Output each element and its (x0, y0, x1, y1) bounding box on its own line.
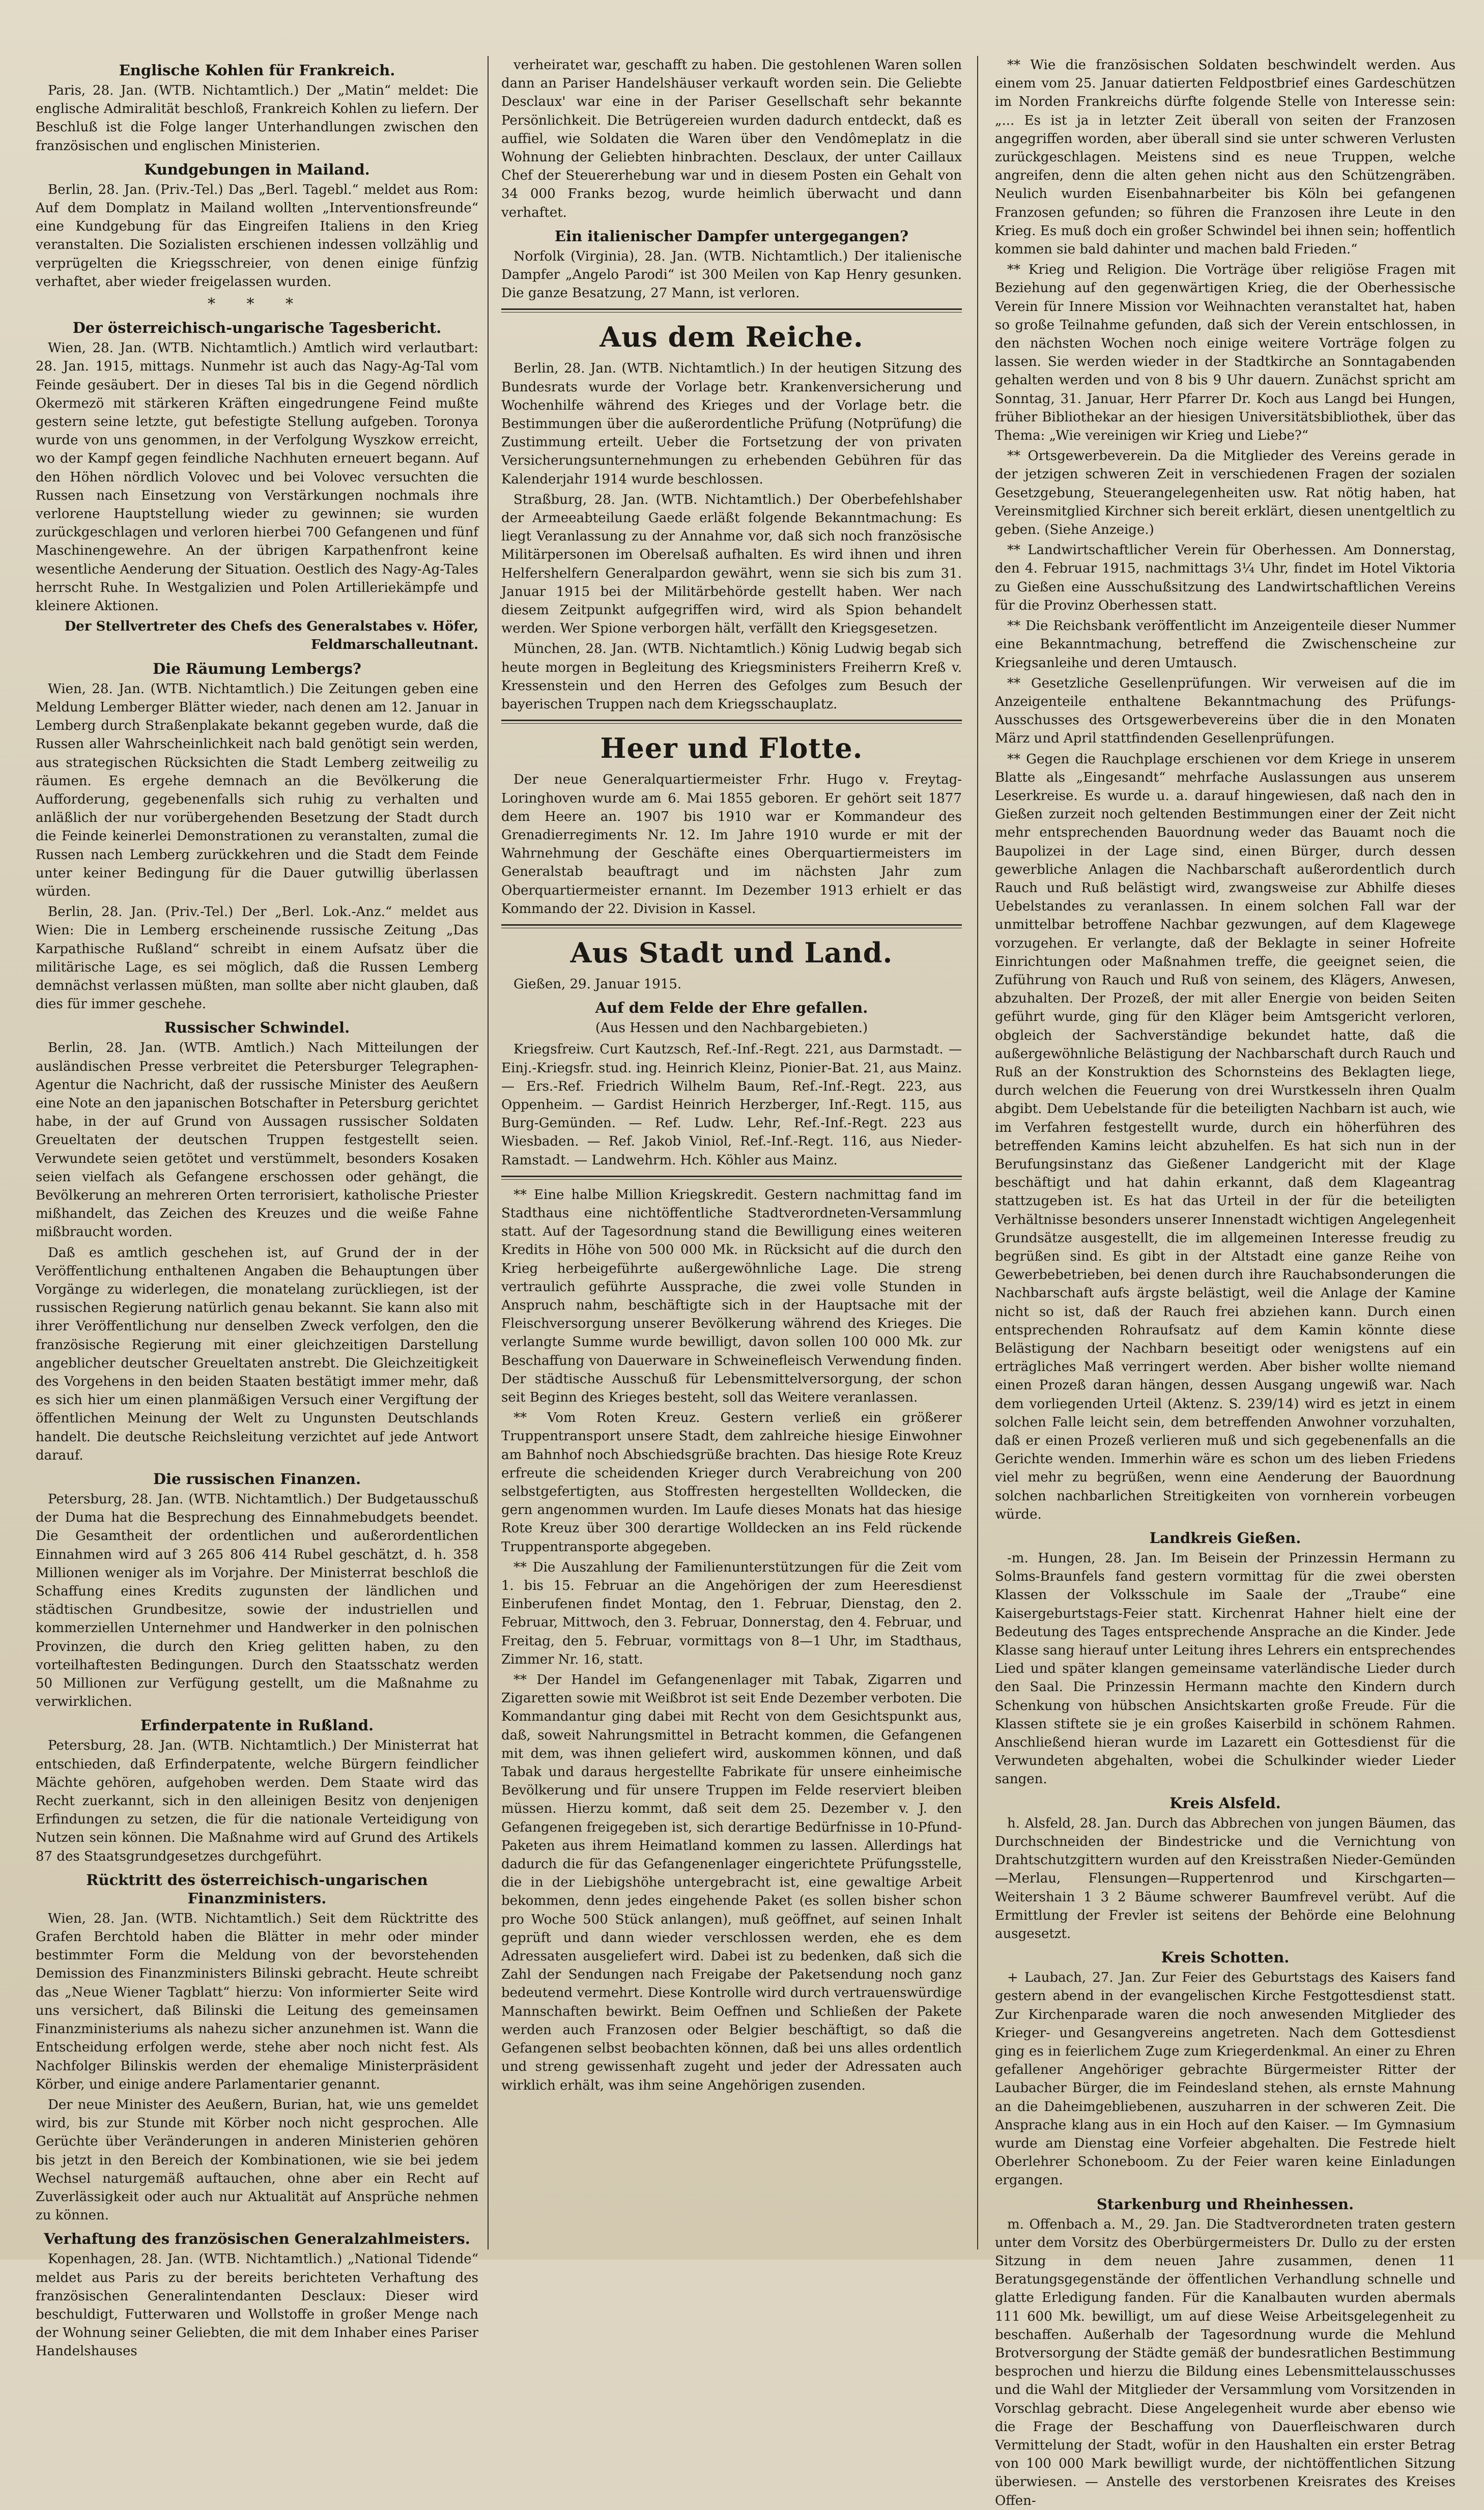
article (36, 1871, 478, 2224)
article-paragraph: Paris, 28. Jan. (WTB. Nichtamtlich.) Der „Matin“ meldet: Die englische Admiralität beschloß, Frankreich Kohlen zu liefern. Der Beschluß ist die Folge langer Unterhandlungen zwischen den französischen und englischen Ministerien. (36, 83, 478, 154)
article-headline: Die Räumung Lembergs? (153, 660, 361, 677)
article-paragraph: Straßburg, 28. Jan. (WTB. Nichtamtlich.) Der Oberbefehlshaber der Armeeabteilung Gaede erläßt folgende Bekanntmachung: Es liegt Veranlassung zu der Annahme vor, daß sich noch französische Militärpersonen im Oberelsaß aufhalten. Es wird ihnen und ihren Helfershelfern Generalpardon gewährt, wenn sie sich bis zum 31. Januar 1915 bei der Militärbehörde gestellt haben. Wer nach diesem Zeitpunkt aufgegriffen wird, wird als Spion behandelt werden. Wer Spione verborgen hält, verfällt den Kriegsgesetzen. (501, 492, 962, 637)
article-headline: Rücktritt des österreichisch-ungarischen Finanzministers. (86, 1871, 428, 1907)
article-paragraph: m. Offenbach a. M., 29. Jan. Die Stadtverordneten traten gestern unter dem Vorsitz des Oberbürgermeisters Dr. Dullo zu der ersten Sitzung in dem neuen Jahre zusammen, denen 11 Beratungsgegenstände der öffentlichen Verhandlung schnelle und glatte Erledigung fanden. Für die Kanalbauten wurden abermals 111 600 Mk. bewilligt, um auf diese Weise Arbeitsgelegenheit zu beschaffen. Außerhalb der Tagesordnung wurde die Mehlund Brotversorgung der Städte gemäß der bundesratlichen Bestimmung besprochen und hierzu die Bildung eines Lebensmittelausschusses und die Wahl der Mitglieder der Versammlung vom Vorsitzenden in Vorschlag gebracht. Diese Angelegenheit wurde aber ebenso wie die Frage der Beschaffung von Dauerfleischwaren durch Vermittelung der Stadt, wofür in den Haushalten ein erster Betrag von 100 000 Mark bewilligt wurde, der nichtöffentlichen Sitzung überwiesen. — Anstelle des verstorbenen Kreisrates des Kreises Offen- (995, 2216, 1456, 2508)
article-paragraph: Der neue Generalquartiermeister Frhr. Hugo v. Freytag-Loringhoven wurde am 6. Mai 1855 geboren. Er gehört seit 1877 dem Heere an. 1907 bis 1910 war er Kommandeur des Grenadierregiments Nr. 12. Im Jahre 1910 wurde er mit der Wahrnehmung der Geschäfte eines Oberquartiermeisters im Generalstab beauftragt und im nächsten Jahr zum Oberquartiermeister ernannt. Im Dezember 1913 erhielt er das Kommando der 22. Division in Kassel. (501, 772, 962, 917)
article (501, 227, 962, 303)
article-paragraph: ** Gegen die Rauchplage erschienen vor dem Kriege in unserem Blatte als „Eingesandt“ mehrfache Auslassungen aus unserem Leserkreise. Es wurde u. a. darauf hingewiesen, daß nach den in Gießen zurzeit noch geltenden Bestimmungen einer der Zeit nicht mehr entsprechenden Bauordnung weder das Bauamt noch die Baupolizei in der Lage sind, einen Bürger, durch dessen gewerbliche Anlagen die Nachbarschaft außerordentlich durch Rauch und Ruß belästigt wird, zwangsweise zur Abhilfe dieses Uebelstandes zu veranlassen. In einem solchen Fall war der unmittelbar betroffene Nachbar gezwungen, auf dem Klagewege vorzugehen. Er verlangte, daß der Beklagte in seiner Hofreite Einrichtungen oder Maßnahmen treffe, die geeignet seien, die Zuführung von Rauch und Ruß von seinem, des Klägers, Anwesen, abzuhalten. Der Prozeß, der mit aller Energie von beiden Seiten geführt wurde, ging für den Kläger beim Amtsgericht verloren, obgleich der Sachverständige bekundet hatte, daß die außergewöhnliche Belästigung der Nachbarschaft durch Rauch und Ruß an der Konstruktion des Schornsteins des Beklagten liege, durch welchen die Feuerung von drei Wurstkesseln ihren Qualm abgibt. Dem Uebelstande für die beteiligten Nachbarn ist auch, wie im Verfahren festgestellt wurde, durch ein höherführen des betreffenden Kamins leicht abzuhelfen. Es hat sich nun in der Berufungsinstanz das Gießener Landgericht mit der Klage beschäftigt und hat dahin erkannt, daß dem Klageantrag stattzugeben ist. Es hat das Urteil in der für die beteiligten Verhältnisse besonders unserer Innenstadt wichtigen Angelegenheit Grundsätze ausgestellt, die im allgemeinen Interesse freudig zu begrüßen sind. Es gibt in der Altstadt eine ganze Reihe von Gewerbebetrieben, bei denen durch ihre Rauchabsonderungen die Nachbarschaft aufs ärgste belästigt, weil die Anlage der Kamine nicht so ist, daß der Rauch frei abziehen kann. Durch einen entsprechenden Rohraufsatz auf dem Kamin könnte diese Belästigung der Nachbarn beseitigt oder wenigstens auf ein erträgliches Maß verringert werden. Aber bisher wollte niemand einen Prozeß daran hängen, dessen Ausgang ungewiß war. Nach dem vorliegenden Urteil (Aktenz. S. 239/14) wird es jetzt in einem solchen Falle leicht sein, dem betreffenden Anwohner vorzuhalten, daß er einen Prozeß verlieren muß und sich gegebenenfalls an die Gerichte wenden. Immerhin wäre es schon um des lieben Friedens viel mehr zu begrüßen, wenn eine Aenderung der Bauordnung solchen nachbarlichen Streitigkeiten von vornherein vorbeugen würde. (995, 751, 1456, 1522)
article (501, 730, 962, 918)
article-paragraph: ** Wie die französischen Soldaten beschwindelt werden. Aus einem vom 25. Januar datierten Feldpostbrief eines Gardeschützen im Norden Frankreichs dürfte folgende Stelle von Interesse sein: „... Es ist ja in letzter Zeit überall von seiten der Franzosen angegriffen worden, aber überall sind sie unter schweren Verlusten zurückgeschlagen. Meistens sind es neue Truppen, welche angreifen, denn die alten gehen nicht aus den Schützengräben. Neulich wurden Eisenbahnarbeiter bis Köln bei gefangenen Franzosen gefunden; so führen die Franzosen ihre Leute in den Krieg. Es muß doch ein großer Schwindel bei ihnen sein; hoffentlich kommen sie bald dahinter und machen bald Frieden.“ (995, 58, 1456, 258)
section-heading: Heer und Flotte. (600, 732, 863, 765)
article-headline: Ein italienischer Dampfer untergegangen? (554, 227, 909, 245)
article-paragraph: Wien, 28. Jan. (WTB. Nichtamtlich.) Die Zeitungen geben eine Meldung Lemberger Blätter wieder, nach denen am 12. Januar in Lemberg durch Straßenplakate bekannt gegeben wurde, daß die Russen aller Wahrscheinlichkeit nach bald genötigt sein werden, aus strategischen Rücksichten die Stadt Lemberg zeitweilig zu räumen. Es ergehe demnach an die Bevölkerung die Aufforderung, gegebenenfalls sich ruhig zu verhalten und anläßlich der nur vorübergehenden Besetzung der Stadt durch die Feinde keinerlei Demonstrationen zu veranstalten, zumal die Russen nach Lemberg zurückkehren und die Stadt dem Feinde unter keiner Bedingung für die Dauer gutwillig überlassen würden. (36, 681, 478, 899)
article (501, 934, 962, 993)
article-paragraph: Der neue Minister des Aeußern, Burian, hat, wie uns gemeldet wird, bis zur Stunde mit Körber noch nicht gesprochen. Alle Gerüchte über Veränderungen in anderen Ministerien gehören bis jetzt in den Bereich der Kombinationen, wie sie bei jedem Wechsel naturgemäß auftauchen, ohne aber ein Recht auf Zuverlässigkeit oder auch nur Aktualität auf Ansprüche nehmen zu können. (36, 2097, 478, 2223)
article-paragraph: ** Ortsgewerbeverein. Da die Mitglieder des Vereins gerade in der jetzigen schweren Zeit in verschiedenen Fragen der sozialen Gesetzgebung, Steuerangelegenheiten usw. Rat nötig haben, hat Vereinsmitglied Kirchner sich bereit erklärt, diesen unentgeltlich zu geben. (Siehe Anzeige.) (995, 448, 1456, 538)
article-paragraph: Kriegsfreiw. Curt Kautzsch, Ref.-Inf.-Regt. 221, aus Darmstadt. — Einj.-Kriegsfr. stud. ing. Heinrich Kleinz, Pionier-Bat. 21, aus Mainz. — Ers.-Ref. Friedrich Wilhelm Baum, Ref.-Inf.-Regt. 223, aus Oppenheim. — Gardist Heinrich Herzberger, Inf.-Regt. 115, aus Burg-Gemünden. — Ref. Ludw. Lehr, Ref.-Inf.-Regt. 223 aus Wiesbaden. — Ref. Jakob Viniol, Ref.-Inf.-Regt. 116, aus Nieder-Ramstadt. — Landwehrm. Hch. Köhler aus Mainz. (501, 1042, 962, 1168)
article-paragraph: -m. Hungen, 28. Jan. Im Beisein der Prinzessin Hermann zu Solms-Braunfels fand gestern vormittag für die zwei obersten Klassen der Volksschule im Saale der „Traube“ eine Kaisergeburtstags-Feier statt. Kirchenrat Hahner hielt eine der Bedeutung des Tages entsprechende Ansprache an die Kinder. Jede Klasse sang hierauf unter Leitung ihres Lehrers ein entsprechendes Lied und später klangen gemeinsame vaterländische Lieder durch den Saal. Die Prinzessin Hermann machte den Kindern durch Schenkung von hübschen Ansichtskarten große Freude. Für die Klassen stiftete sie je ein großes Kaiserbild in schönem Rahmen. Anschließend hieran wurde im Lazarett ein Gottesdienst für die Verwundeten abgehalten, wobei die Schulkinder wieder Lieder sangen. (995, 1551, 1456, 1787)
article-paragraph: ** Krieg und Religion. Die Vorträge über religiöse Fragen mit Beziehung auf den gegenwärtigen Krieg, die der Oberhessische Verein für Innere Mission vor Weihnachten veranstaltet hat, haben so große Teilnahme gefunden, daß sich der Verein entschlossen, in den nächsten Wochen noch einige weitere Vorträge folgen zu lassen. Sie werden wieder in der Stadtkirche an Sonntagabenden gehalten werden und von 8 bis 9 Uhr dauern. Zunächst spricht am Sonntag, 31. Januar, Herr Pfarrer Dr. Koch aus Langd bei Hungen, früher Bibliothekar an der hiesigen Universitätsbibliothek, über das Thema: „Wie vereinigen wir Krieg und Liebe?“ (995, 262, 1456, 444)
article (36, 61, 478, 155)
section-rule (501, 1176, 962, 1180)
article-paragraph: Kopenhagen, 28. Jan. (WTB. Nichtamtlich.) „National Tidende“ meldet aus Paris zu der bereits berichteten Verhaftung des französischen Generalintendanten Desclaux: Dieser wird beschuldigt, Futterwaren und Wollstoffe in großer Menge nach der Wohnung seiner Geliebten, die mit dem Inhaber eines Pariser Handelshauses (36, 2251, 478, 2359)
article-paragraph: Berlin, 28. Jan. (WTB. Nichtamtlich.) In der heutigen Sitzung des Bundesrats wurde der Vorlage betr. Krankenversicherung und Wochenhilfe während des Krieges und der Vorlage betr. die Bestimmungen über die außerordentliche Prüfung (Notprüfung) die Zustimmung erteilt. Ueber die Fortsetzung der von privaten Versicherungsunternehmungen zu erhebenden Gebühren für das Kalenderjahr 1914 wurde beschlossen. (501, 361, 962, 487)
article (501, 319, 962, 714)
section-heading: Aus dem Reiche. (600, 321, 864, 354)
article-paragraph: ** Die Auszahlung der Familienunterstützungen für die Zeit vom 1. bis 15. Februar an die Angehörigen der zum Heeresdienst Einberufenen findet Montag, den 1. Februar, Dienstag, den 2. Februar, Mittwoch, den 3. Februar, Donnerstag, den 4. Februar, und Freitag, den 5. Februar, vormittags von 8—1 Uhr, im Stadthaus, Zimmer Nr. 16, statt. (501, 1559, 962, 1667)
article-paragraph: Daß es amtlich geschehen ist, auf Grund der in der Veröffentlichung enthaltenen Angaben die Behauptungen über Vorgänge zu widerlegen, die monatelang zurückliegen, ist der russischen Regierung natürlich genau bekannt. Sie kann also mit ihrer Veröffentlichung nur denselben Zweck verfolgen, den die französische Regierung mit einer gleichzeitigen Darstellung angeblicher deutscher Greueltaten anstrebt. Die Gleichzeitigkeit des Vorgehens in den beiden Staaten bestätigt immer mehr, daß es sich hier um einen planmäßigen Versuch einer Vergiftung der öffentlichen Meinung der Welt zu Ungunsten Deutschlands handelt. Die deutsche Reichsleitung verzichtet auf jede Antwort darauf. (36, 1245, 478, 1463)
article (36, 160, 478, 291)
article-paragraph: Berlin, 28. Jan. (WTB. Amtlich.) Nach Mitteilungen der ausländischen Presse verbreitet die Petersburger Telegraphen-Agentur die Nachricht, daß der russische Minister des Aeußern eine Note an den japanischen Botschafter in Petersburg gerichtet habe, in der auf Grund von Aussagen russischer Soldaten Greueltaten der deutschen Truppen festgestellt seien. Verwundete seien getötet und verstümmelt, besonders Kosaken seien vielfach als Gefangene erschossen oder gehängt, die Bevölkerung an mehreren Orten terrorisiert, katholische Priester mißhandelt, das Zeichen des Kreuzes und die weiße Fahne mißbraucht worden. (36, 1040, 478, 1240)
article (995, 56, 1456, 1524)
article (36, 1716, 478, 1865)
article-paragraph: ** Gesetzliche Gesellenprüfungen. Wir verweisen auf die im Anzeigenteile enthaltene Bekanntmachung des Prüfungs-Ausschusses des Ortsgewerbevereins über die in den Monaten März und April stattfindenden Gesellenprüfungen. (995, 675, 1456, 747)
article-headline: Kundgebungen in Mailand. (144, 160, 370, 178)
article-headline: Landkreis Gießen. (1149, 1529, 1301, 1547)
article-headline: Auf dem Felde der Ehre gefallen. (595, 999, 868, 1017)
article-paragraph: Petersburg, 28. Jan. (WTB. Nichtamtlich.) Der Budgetausschuß der Duma hat die Besprechung des Einnahmebudgets beendet. Die Gesamtheit der ordentlichen und außerordentlichen Einnahmen wird auf 3 265 806 414 Rubel geschätzt, d. h. 358 Millionen weniger als im Vorjahre. Der Ministerrat beschloß die Schaffung eines Kredits zugunsten der ländlichen und städtischen Grundbesitze, sowie der industriellen und kommerziellen Unternehmer und Handwerker in den polnischen Provinzen, die durch den Krieg gelitten haben, zu den vorteilhaftesten Bedingungen. Durch den Staatsschatz werden 50 Millionen zur Verfügung gestellt, um die Maßnahme zu verwirklichen. (36, 1492, 478, 1710)
article-paragraph: Wien, 28. Jan. (WTB. Nichtamtlich.) Seit dem Rücktritte des Grafen Berchtold haben die Blätter in mehr oder minder bestimmter Form die Meldung von der bevorstehenden Demission des Finanzministers Bilinski gebracht. Heute schreibt das „Neue Wiener Tagblatt“ hierzu: Von informierter Seite wird uns versichert, daß Bilinski die Leitung des gemeinsamen Finanzministeriums als nahezu sicher anzunehmen ist. Wann die Entscheidung erfolgen werde, stehe aber noch nicht fest. Als Nachfolger Bilinskis werden der ehemalige Ministerpräsident Körber, und einige andere Parlamentarier genannt. (36, 1910, 478, 2092)
article-headline: Russischer Schwindel. (164, 1019, 350, 1037)
section-rule (501, 720, 962, 724)
article-paragraph: Norfolk (Virginia), 28. Jan. (WTB. Nichtamtlich.) Der italienische Dampfer „Angelo Parodi“ ist 300 Meilen von Kap Henry gesunken. Die ganze Besatzung, 27 Mann, ist verloren. (501, 248, 962, 301)
section-rule (501, 924, 962, 928)
article-paragraph: München, 28. Jan. (WTB. Nichtamtlich.) König Ludwig begab sich heute morgen in Begleitung des Kriegsministers Freiherrn Kreß v. Kressenstein und den Herren des Gefolges zum Besuch der bayerischen Truppen nach dem Kriegsschauplatz. (501, 641, 962, 712)
article-subheading: (Aus Hessen und den Nachbargebieten.) (595, 1020, 868, 1036)
article (501, 999, 962, 1170)
article-paragraph: ** Vom Roten Kreuz. Gestern verließ ein größerer Truppentransport unsere Stadt, dem zahlreiche hiesige Einwohner am Bahnhof noch Abschiedsgrüße brachten. Das hiesige Rote Kreuz erfreute die scheidenden Krieger durch Verabreichung von 200 selbstgefertigten, aus Stoffresten hergestellten Wolldecken, die gern angenommen wurden. Im Laufe dieses Monats hat das hiesige Rote Kreuz über 300 derartige Wolldecken an ins Feld rückende Truppentransporte abgegeben. (501, 1410, 962, 1555)
article-signature: Der Stellvertreter des Chefs des Generalstabes v. Höfer, Feldmarschalleutnant. (64, 619, 478, 653)
column-right (995, 56, 1456, 2508)
column-divider (488, 56, 489, 2249)
article (501, 56, 962, 222)
article (995, 1948, 1456, 2189)
article (36, 319, 478, 654)
column-divider (977, 56, 978, 2249)
article (36, 1018, 478, 1465)
column-left (36, 56, 478, 2359)
article (995, 1794, 1456, 1943)
article (995, 1529, 1456, 1789)
article-paragraph: verheiratet war, geschafft zu haben. Die gestohlenen Waren sollen dann an Pariser Handelshäuser verkauft worden sein. Die Geliebte Desclaux' war eine in der Pariser Gesellschaft sehr bekannte Persönlichkeit. Die Betrügereien wurden dadurch entdeckt, daß es auffiel, wie Soldaten die Waren über den Vendômeplatz in die Wohnung der Geliebten hinbrachten. Desclaux, der unter Caillaux Chef der Steuererhebung war und in diesem Posten ein Gehalt von 34 000 Franks bezog, wurde heimlich überwacht und dann verhaftet. (501, 58, 962, 220)
article (36, 1470, 478, 1711)
article-paragraph: Petersburg, 28. Jan. (WTB. Nichtamtlich.) Der Ministerrat hat entschieden, daß Erfinderpatente, welche Bürgern feindlicher Mächte gehören, aufgehoben werden. Dem Staate wird das Recht zuerkannt, sich in den alleinigen Besitz von denjenigen Erfindungen zu setzen, die für die nationale Verteidigung von Nutzen sein können. Die Maßnahme wird auf Grund des Artikels 87 des Staatsgrundgesetzes durchgeführt. (36, 1738, 478, 1864)
column-middle (501, 56, 962, 2249)
article-paragraph: ** Der Handel im Gefangenenlager mit Tabak, Zigarren und Zigaretten sowie mit Weißbrot ist seit Ende Dezember verboten. Die Kommandantur ging dabei mit Recht von dem Gesichtspunkt aus, daß, soweit Nahrungsmittel in Betracht kommen, die Gefangenen mit dem, was ihnen geliefert wird, auskommen können, und daß Tabak und daraus hergestellte Fabrikate für unsere einheimische Bevölkerung und für unsere Truppen im Felde reserviert bleiben müssen. Hierzu kommt, daß seit dem 25. Dezember v. J. den Gefangenen freigegeben ist, sich derartige Bedürfnisse in 10-Pfund-Paketen aus ihrem Heimatland kommen zu lassen. Allerdings hat dadurch die für das Gefangenenlager eingerichtete Prüfungsstelle, die in der Liebigshöhe untergebracht ist, eine gewaltige Arbeit bekommen, denn jedes eingehende Paket (es sollen bisher schon pro Woche 500 Stück anlangen), muß geöffnet, auf seinen Inhalt geprüft und dann wieder verschlossen werden, ehe es dem Adressaten ausgeliefert wird. Dabei ist zu bedenken, daß sich die Zahl der Sendungen nach Freigabe der Paketsendung noch ganz bedeutend vermehrt. Diese Kontrolle wird durch vertrauenswürdige Mannschaften bewirkt. Beim Oeffnen und Schließen der Pakete werden auch Franzosen oder Belgier beschäftigt, so daß die Gefangenen selbst beobachten können, daß bei uns alles ordentlich und streng gewissenhaft zugeht und jeder der Adressaten auch wirklich erhält, was ihm seine Angehörigen zusenden. (501, 1672, 962, 2093)
article (501, 1186, 962, 2095)
article-headline: Englische Kohlen für Frankreich. (119, 62, 395, 79)
article-paragraph: Berlin, 28. Jan. (Priv.-Tel.) Das „Berl. Tagebl.“ meldet aus Rom: Auf dem Domplatz in Mailand wollten „Interventionsfreunde“ eine Kundgebung für das Eingreifen Italiens in den Krieg veranstalten. Die Sozialisten erschienen indessen vollzählig und verprügelten die Kriegsschreier, von denen einige fünfzig verhaftet, aber wieder freigelassen wurden. (36, 182, 478, 290)
article-headline: Kreis Alsfeld. (1169, 1794, 1281, 1812)
section-rule (501, 308, 962, 312)
article-headline: Der österreichisch-ungarische Tagesbericht. (72, 319, 442, 337)
section-separator: * * * (207, 295, 307, 313)
article-paragraph: Gießen, 29. Januar 1915. (513, 976, 682, 992)
article-headline: Die russischen Finanzen. (153, 1470, 361, 1488)
article-paragraph: ** Landwirtschaftlicher Verein für Oberhessen. Am Donnerstag, den 4. Februar 1915, nachmittags 3¼ Uhr, findet im Hotel Viktoria zu Gießen eine Ausschußsitzung des Landwirtschaftlichen Vereins für die Provinz Oberhessen statt. (995, 543, 1456, 613)
article-paragraph: + Laubach, 27. Jan. Zur Feier des Geburtstags des Kaisers fand gestern abend in der evangelischen Kirche Festgottesdienst statt. Zur Kirchenparade waren die noch anwesenden Mitglieder des Krieger- und Gesangvereins angetreten. Nach dem Gottesdienst ging es in feierlichem Zuge zum Kriegerdenkmal. An einer zu Ehren gefallener Angehöriger gebrachte Bürgermeister Ritter der Laubacher Bürger, die im Feindesland stehen, als ernste Mahnung an die Daheimgebliebenen, auszuharren in der schweren Zeit. Die Ansprache klang aus in ein Hoch auf den Kaiser. — Im Gymnasium wurde am Dienstag eine Vorfeier abgehalten. Die Festrede hielt Oberlehrer Schoneboom. Zu der Feier waren keine Einladungen ergangen. (995, 1970, 1456, 2188)
article-paragraph: Wien, 28. Jan. (WTB. Nichtamtlich.) Amtlich wird verlautbart: 28. Jan. 1915, mittags. Nunmehr ist auch das Nagy-Ag-Tal vom Feinde gesäubert. Der in dieses Tal bis in die Gegend nördlich Okermezö mit stärkeren Kräften eingedrungene Feind mußte gestern seine letzte, gut befestigte Stellung aufgeben. Toronya wurde von uns genommen, in der Verfolgung Wyszkow erreicht, wo der Kampf gegen feindliche Nachhuten erneuert begann. Auf den Höhen nördlich Volovec und bei Volovec versuchten die Russen nach Einsetzung von Verstärkungen nochmals ihre verlorene Hauptstellung wieder zu gewinnen; sie wurden zurückgeschlagen und verloren hierbei 700 Gefangenen und fünf Maschinengewehre. An der übrigen Karpathenfront keine wesentliche Aenderung der Situation. Oestlich des Nagy-Ag-Tales herrscht Ruhe. In Westgalizien und Polen Artilleriekämpfe und kleinere Aktionen. (36, 340, 478, 614)
article (995, 2195, 1456, 2510)
article-paragraph: ** Die Reichsbank veröffentlicht im Anzeigenteile dieser Nummer eine Bekanntmachung, betreffend die Zwischenscheine zur Kriegsanleihe und deren Umtausch. (995, 618, 1456, 671)
article (36, 2230, 478, 2360)
article-paragraph: Berlin, 28. Jan. (Priv.-Tel.) Der „Berl. Lok.-Anz.“ meldet aus Wien: Die in Lemberg erscheinende russische Zeitung „Das Karpathische Rußland“ schreibt in einem Aufsatz über die militärische Lage, es sei möglich, daß die Russen Lemberg demnächst verlassen müßten, man sollte aber nicht glauben, daß dies für immer geschehe. (36, 904, 478, 1012)
article-headline: Starkenburg und Rheinhessen. (1096, 2195, 1354, 2213)
article-headline: Kreis Schotten. (1161, 1949, 1290, 1966)
section-heading: Aus Stadt und Land. (570, 936, 893, 969)
article-paragraph: h. Alsfeld, 28. Jan. Durch das Abbrechen von jungen Bäumen, das Durchschneiden der Bindestricke und die Vernichtung von Drahtschutzgittern wurden auf den Kreisstraßen Nieder-Gemünden—Merlau, Flensungen—Ruppertenrod und Kirschgarten—Weitershain 1 3 2 Bäume schwerer Baumfrevel verübt. Auf die Ermittlung der Frevler ist seitens der Behörde eine Belohnung ausgesetzt. (995, 1815, 1456, 1942)
article (36, 660, 478, 1014)
article-paragraph: ** Eine halbe Million Kriegskredit. Gestern nachmittag fand im Stadthaus eine nichtöffentliche Stadtverordneten-Versammlung statt. Auf der Tagesordnung stand die Bewilligung eines weiteren Kredits in Höhe von 500 000 Mk. in Rücksicht auf die durch den Krieg herbeigeführte außergewöhnliche Lage. Die streng vertraulich geführte Aussprache, die zwei volle Stunden in Anspruch nahm, beschäftigte sich in der Hauptsache mit der Fleischversorgung unserer Bevölkerung während des Krieges. Die verlangte Summe wurde bewilligt, davon sollen 100 000 Mk. zur Beschaffung von Dauerware in Schweinefleisch Verwendung finden. Der städtische Ausschuß für Lebensmittelversorgung, der schon seit Beginn des Krieges besteht, soll das Weitere veranlassen. (501, 1187, 962, 1405)
article-headline: Erfinderpatente in Rußland. (140, 1717, 374, 1734)
article-headline: Verhaftung des französischen Generalzahlmeisters. (44, 2230, 470, 2248)
